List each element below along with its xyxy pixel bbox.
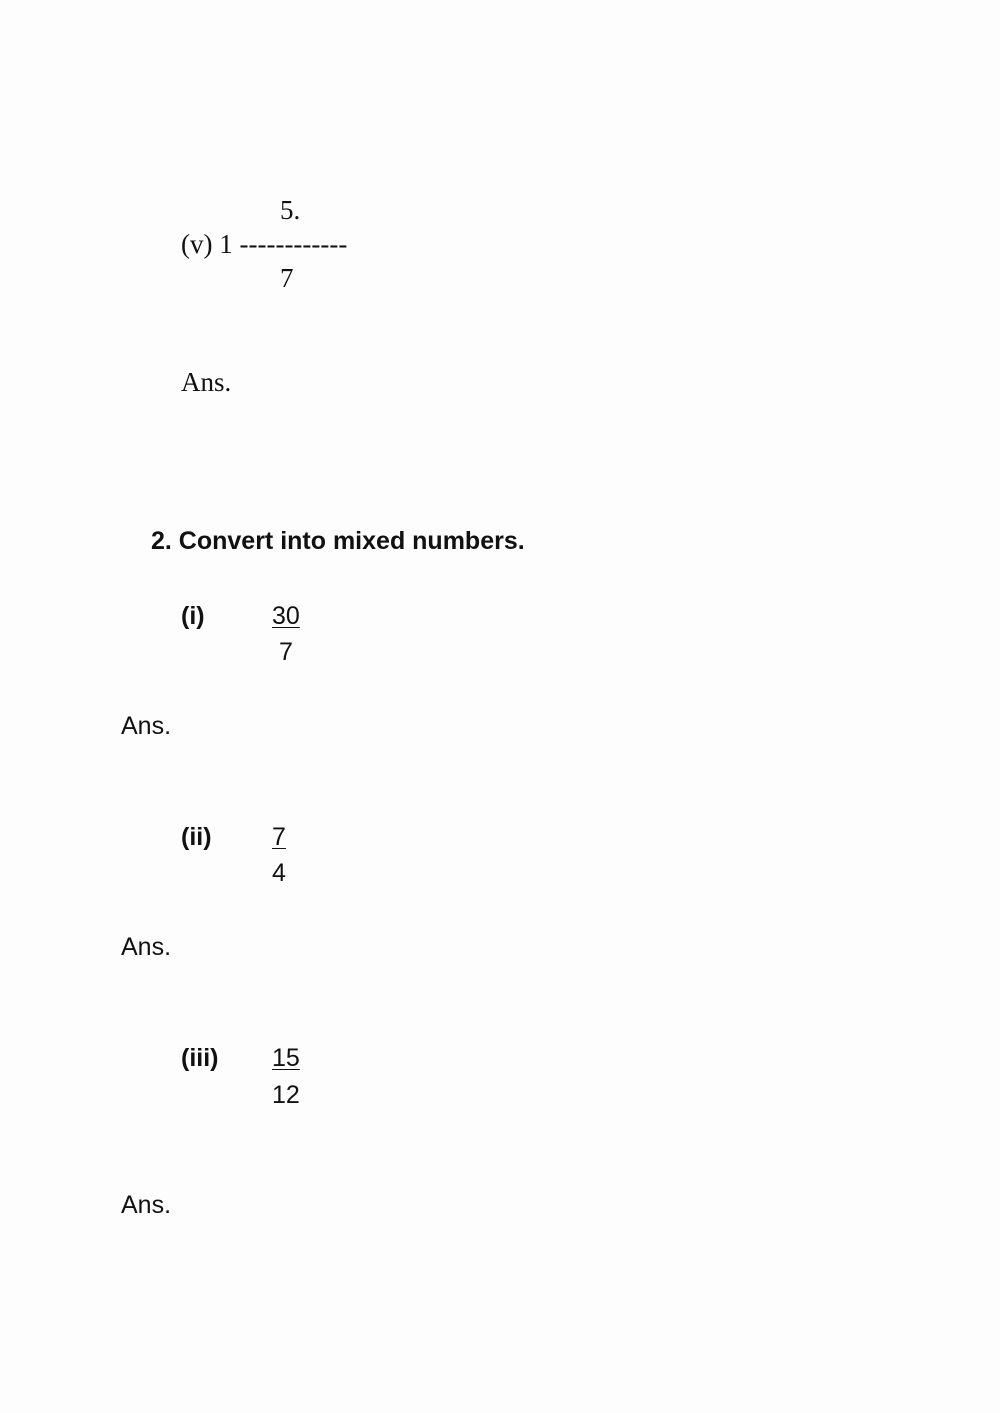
question-2-heading: 2. Convert into mixed numbers. [151,527,525,555]
answer-label: Ans. [121,712,172,740]
item-label: (iii) [181,1044,219,1072]
fraction-denominator: 12 [272,1081,300,1109]
item-label: (ii) [181,823,212,851]
item-label: (i) [181,602,205,630]
fraction-denominator: 7 [280,263,294,293]
fraction-denominator: 7 [279,638,293,666]
answer-label: Ans. [121,1191,172,1219]
fraction-numerator: 15 [272,1044,300,1072]
fraction-whole-and-bar: (v) 1 ------------ [181,229,348,259]
fraction-numerator: 5. [280,195,301,225]
fraction-denominator: 4 [272,859,286,887]
fraction-numerator: 7 [272,823,286,851]
answer-label: Ans. [181,367,232,397]
fraction-numerator: 30 [272,602,300,630]
answer-label: Ans. [121,933,172,961]
